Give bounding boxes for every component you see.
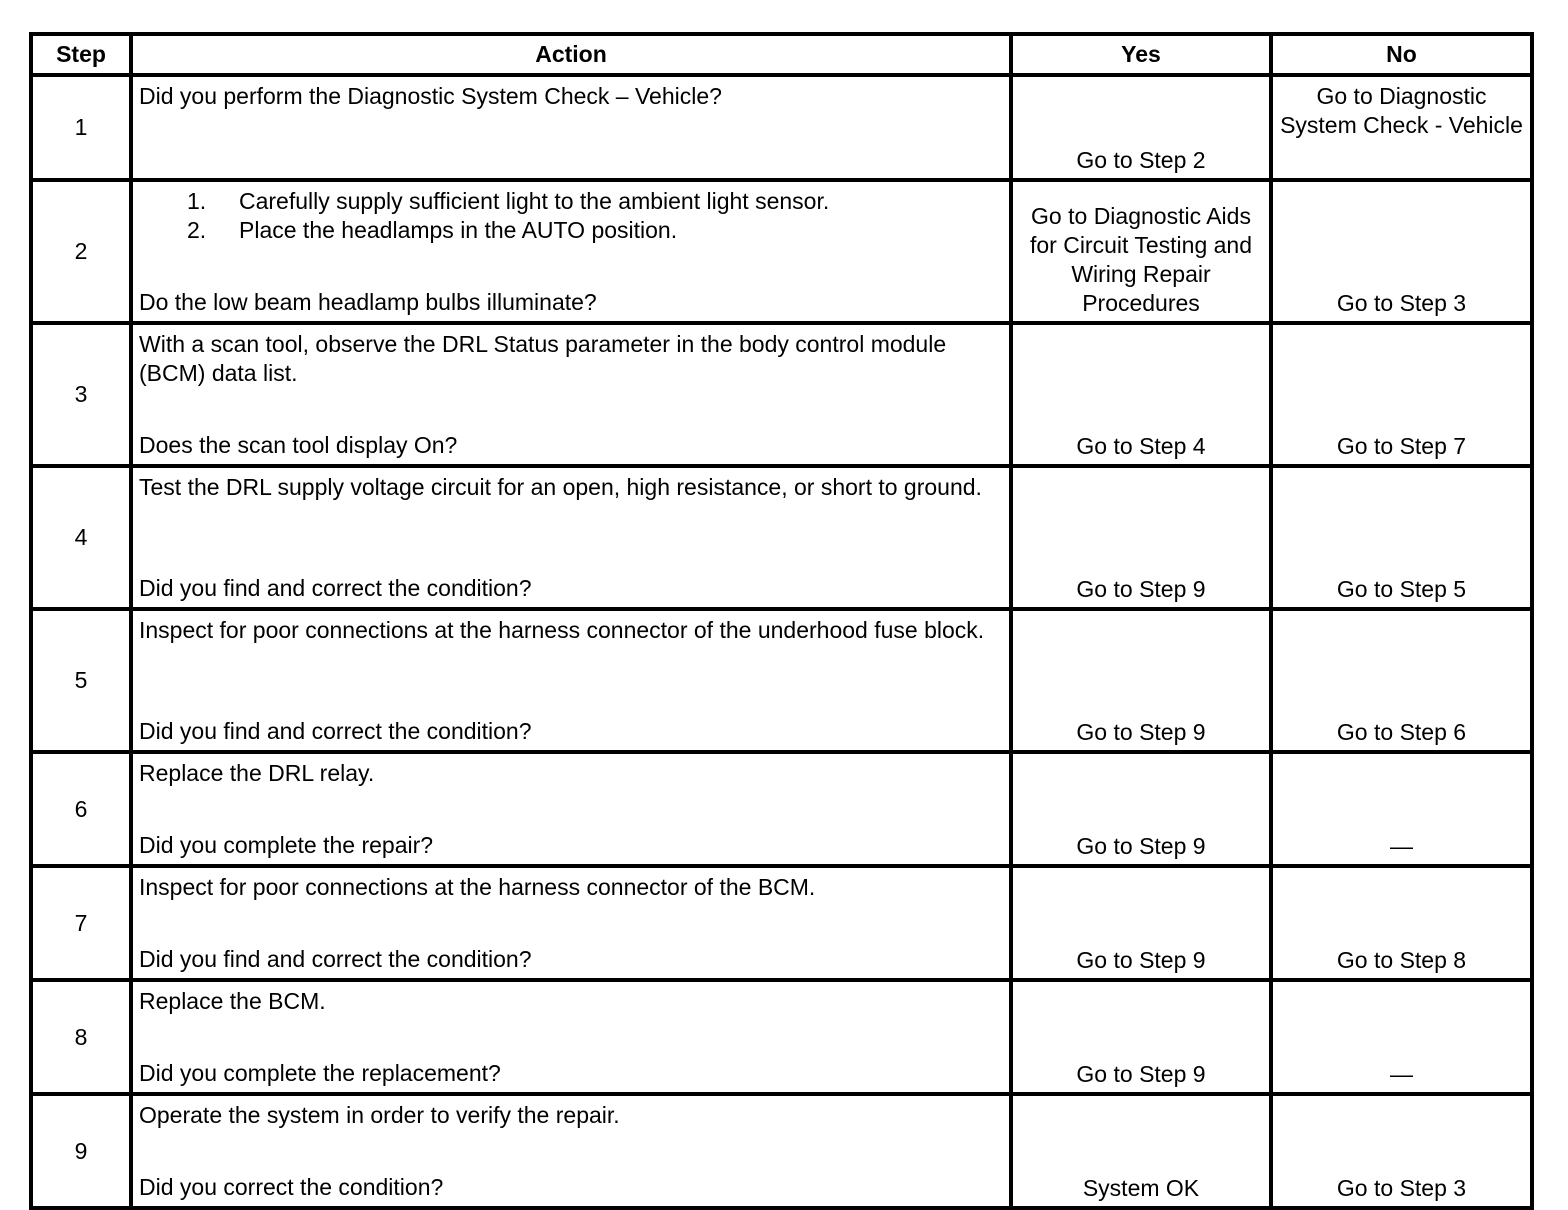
action-cell: [131, 866, 1011, 980]
table-row: [31, 466, 1532, 609]
no-cell: Go to Step 8: [1271, 866, 1532, 980]
step-number: 5: [31, 609, 131, 752]
substep-list: [139, 187, 1003, 245]
action-cell: [131, 75, 1011, 180]
yes-cell: Go to Step 4: [1011, 323, 1271, 466]
table-body: [31, 75, 1532, 1208]
substep-number: 2.: [187, 217, 207, 243]
action-text: Replace the DRL relay.: [139, 760, 375, 786]
step-number: 7: [31, 866, 131, 980]
action-text: Did you perform the Diagnostic System Check – Vehicle?: [139, 83, 722, 109]
step-number: 9: [31, 1094, 131, 1208]
table-row: [31, 609, 1532, 752]
yes-cell: Go to Diagnostic Aids for Circuit Testing and Wiring Repair Procedures: [1011, 180, 1271, 323]
action-text: Operate the system in order to verify the repair.: [139, 1102, 620, 1128]
header-step: Step: [31, 34, 131, 75]
table-row: [31, 1094, 1532, 1208]
step-number: 6: [31, 752, 131, 866]
yes-cell: System OK: [1011, 1094, 1271, 1208]
action-cell: [131, 609, 1011, 752]
header-yes: Yes: [1011, 34, 1271, 75]
yes-cell: Go to Step 9: [1011, 466, 1271, 609]
action-cell: [131, 752, 1011, 866]
table-row: [31, 323, 1532, 466]
no-cell: —: [1271, 752, 1532, 866]
action-text: Inspect for poor connections at the harness connector of the underhood fuse block.: [139, 617, 985, 643]
no-cell: —: [1271, 980, 1532, 1094]
no-cell: Go to Step 3: [1271, 180, 1532, 323]
table-row: [31, 75, 1532, 180]
table-row: [31, 866, 1532, 980]
yes-cell: Go to Step 9: [1011, 980, 1271, 1094]
no-cell: Go to Step 6: [1271, 609, 1532, 752]
step-number: 2: [31, 180, 131, 323]
question-text: Does the scan tool display On?: [139, 432, 458, 458]
substep-text: Carefully supply sufficient light to the ambient light sensor.: [239, 188, 830, 214]
substep-text: Place the headlamps in the AUTO position.: [239, 217, 678, 243]
step-number: 8: [31, 980, 131, 1094]
yes-cell: Go to Step 2: [1011, 75, 1271, 180]
no-cell: Go to Step 5: [1271, 466, 1532, 609]
table-row: [31, 752, 1532, 866]
action-cell: [131, 323, 1011, 466]
step-number: 4: [31, 466, 131, 609]
question-text: Did you complete the replacement?: [139, 1060, 501, 1086]
action-cell: [131, 980, 1011, 1094]
substep-item: [187, 216, 1003, 245]
step-number: 1: [31, 75, 131, 180]
header-no: No: [1271, 34, 1532, 75]
action-text: Inspect for poor connections at the harness connector of the BCM.: [139, 874, 816, 900]
yes-cell: Go to Step 9: [1011, 609, 1271, 752]
step-number: 3: [31, 323, 131, 466]
question-text: Did you find and correct the condition?: [139, 575, 532, 601]
no-cell: Go to Diagnostic System Check - Vehicle: [1271, 75, 1532, 180]
yes-cell: Go to Step 9: [1011, 866, 1271, 980]
header-row: [31, 34, 1532, 75]
question-text: Did you complete the repair?: [139, 832, 434, 858]
table-row: [31, 980, 1532, 1094]
no-cell: Go to Step 7: [1271, 323, 1532, 466]
action-cell: [131, 466, 1011, 609]
no-cell: Go to Step 3: [1271, 1094, 1532, 1208]
action-text: Test the DRL supply voltage circuit for an open, high resistance, or short to ground.: [139, 474, 982, 500]
action-text: Replace the BCM.: [139, 988, 326, 1014]
substep-item: [187, 187, 1003, 216]
table-header: [31, 34, 1532, 75]
question-text: Did you find and correct the condition?: [139, 946, 532, 972]
question-text: Did you correct the condition?: [139, 1174, 444, 1200]
header-action: Action: [131, 34, 1011, 75]
question-text: Did you find and correct the condition?: [139, 718, 532, 744]
diagnostic-table: [29, 32, 1534, 1210]
action-cell: [131, 180, 1011, 323]
yes-cell: Go to Step 9: [1011, 752, 1271, 866]
action-text: With a scan tool, observe the DRL Status parameter in the body control module (BCM) data list.: [139, 331, 947, 386]
table-row: [31, 180, 1532, 323]
question-text: Do the low beam headlamp bulbs illuminate?: [139, 289, 597, 315]
action-cell: [131, 1094, 1011, 1208]
substep-number: 1.: [187, 188, 207, 214]
